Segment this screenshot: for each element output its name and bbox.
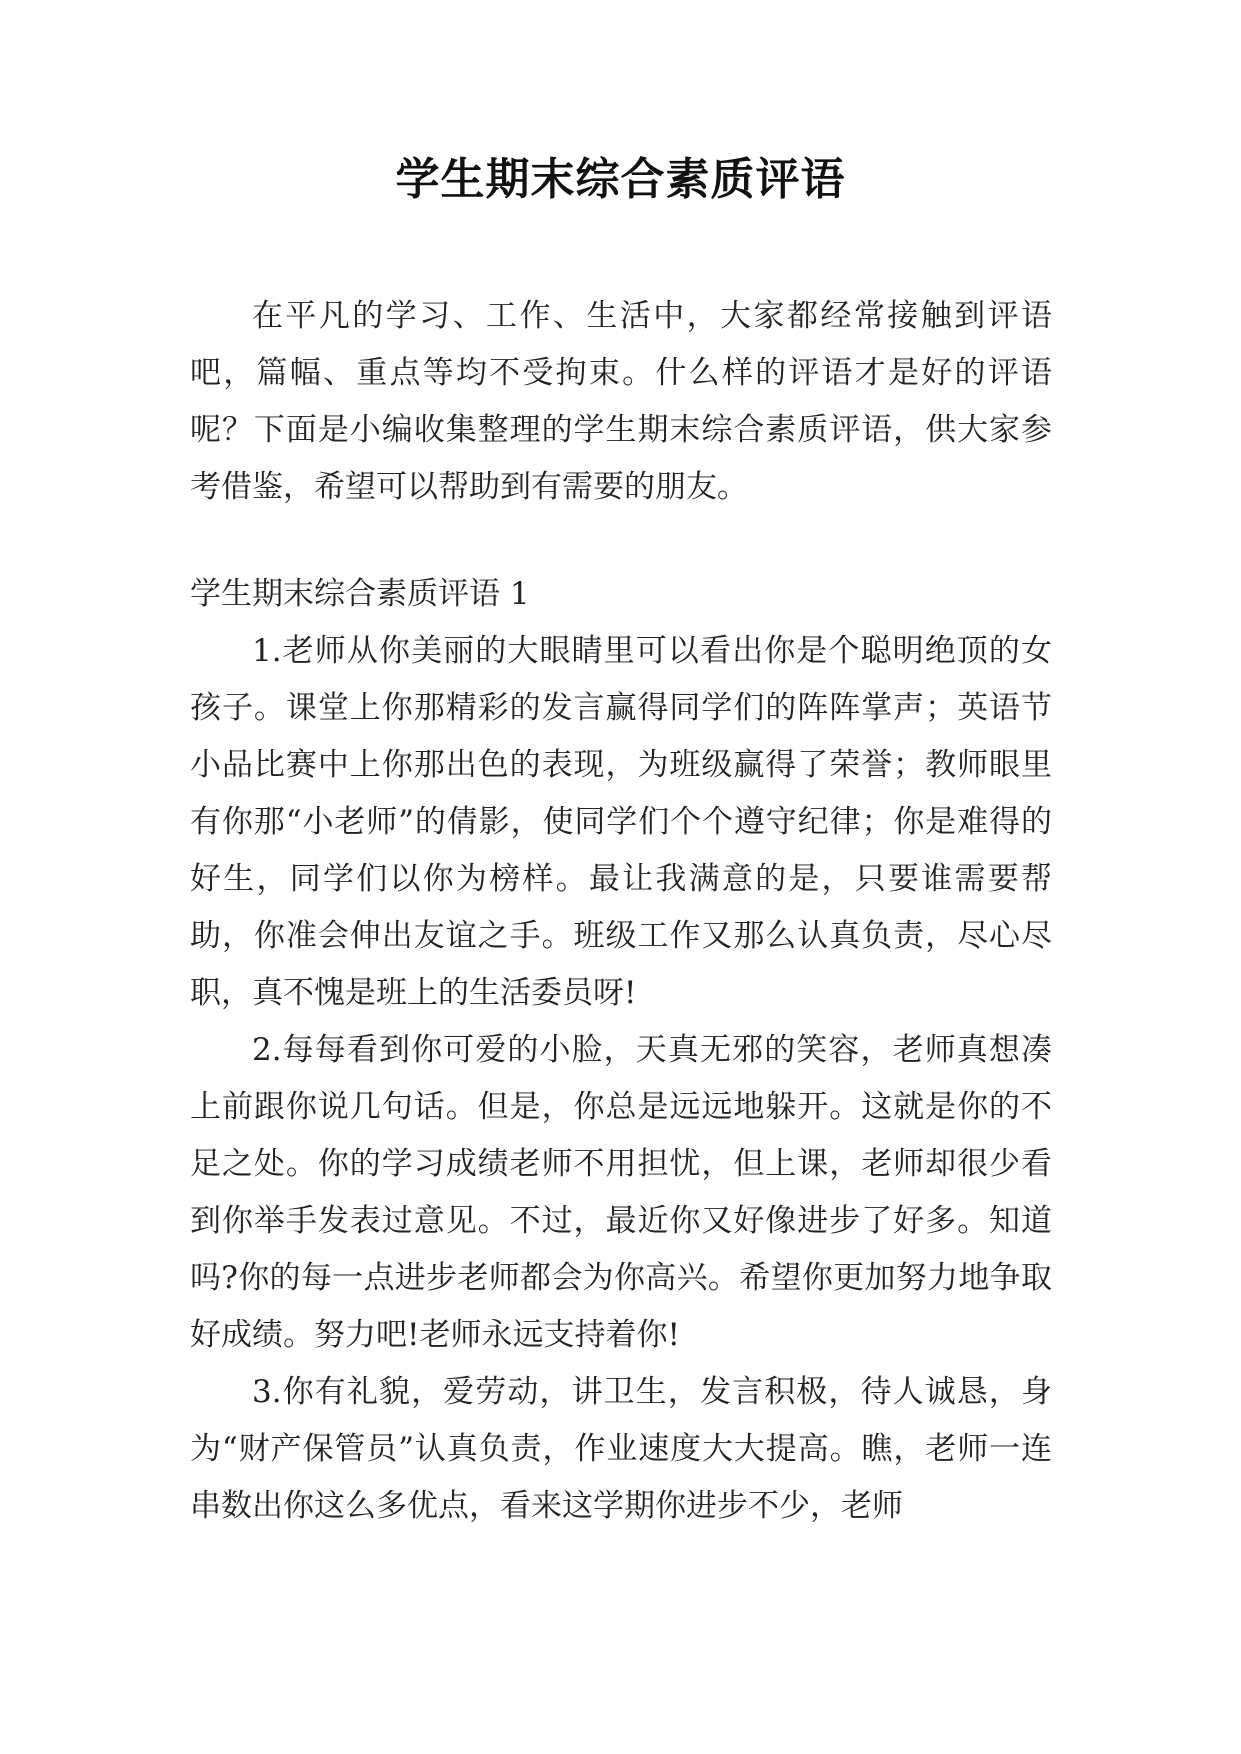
comment-item-2: 2.每每看到你可爱的小脸，天真无邪的笑容，老师真想凑上前跟你说几句话。但是，你总是远远地躲开。这就是你的不足之处。你的学习成绩老师不用担忧，但上课，老师却很少看到你举手发表过意见。不过，最近你又好像进步了好多。知道吗?你的每一点进步老师都会为你高兴。希望你更加努力地争取好成绩。努力吧!老师永远支持着你! (190, 1032, 1052, 1353)
document-body (190, 288, 1052, 1535)
comment-item-3: 3.你有礼貌，爱劳动，讲卫生，发言积极，待人诚恳，身为“财产保管员”认真负责，作业速度大大提高。瞧，老师一连串数出你这么多优点，看来这学期你进步不少，老师 (190, 1374, 1052, 1524)
comment-item-1: 1.老师从你美丽的大眼睛里可以看出你是个聪明绝顶的女孩子。课堂上你那精彩的发言赢得同学们的阵阵掌声；英语节小品比赛中上你那出色的表现，为班级赢得了荣誉；教师眼里有你那“小老师”的倩影，使同学们个个遵守纪律；你是难得的好生，同学们以你为榜样。最让我满意的是，只要谁需要帮助，你准会伸出友谊之手。班级工作又那么认真负责，尽心尽职，真不愧是班上的生活委员呀! (190, 633, 1052, 1011)
section-heading: 学生期末综合素质评语 1 (190, 576, 530, 612)
document-title: 学生期末综合素质评语 (395, 154, 846, 205)
intro-paragraph: 在平凡的学习、工作、生活中，大家都经常接触到评语吧，篇幅、重点等均不受拘束。什么样的评语才是好的评语呢？下面是小编收集整理的学生期末综合素质评语，供大家参考借鉴，希望可以帮助到有需要的朋友。 (190, 298, 1052, 505)
